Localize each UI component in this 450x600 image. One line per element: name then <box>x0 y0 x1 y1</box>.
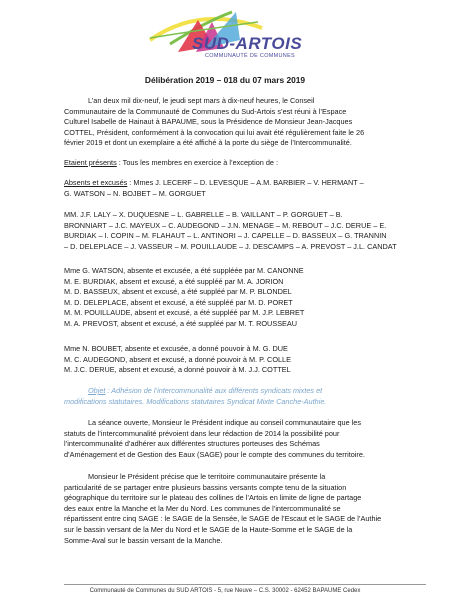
logo-subtitle: COMMUNAUTÉ DE COMMUNES <box>205 53 296 59</box>
absents-line: : Mmes J. LECERF – D. LEVESQUE – A.M. BARBIER – V. HERMANT – <box>127 178 364 187</box>
absents-line: G. WATSON – N. BOJBET – M. GORGUET <box>64 188 206 198</box>
presents-label: Etaient présents <box>64 158 117 167</box>
absents-paragraph <box>64 178 424 199</box>
precise-line: Monsieur le Président précise que le territoire communautaire présente la <box>88 472 326 481</box>
suppleant-line: Mme G. WATSON, absente et excusée, a été suppléée par M. CANONNE <box>64 266 304 275</box>
intro-line: L’an deux mil dix-neuf, le jeudi sept mars à dix-neuf heures, le Conseil <box>88 96 315 105</box>
pouvoirs-list <box>64 344 424 376</box>
objet-line: : Adhésion de l’intercommunalité aux différents syndicats mixtes et <box>105 386 323 395</box>
intro-line: COTTEL, Président, conformément à la convocation qui lui avait été régulièrement faite le 26 <box>64 127 365 137</box>
precise-line: des eaux entre la Manche et la Mer du Nord. Les communes de l’intercommunalité se <box>64 503 341 513</box>
members-list <box>64 210 424 252</box>
intro-line: Communautaire de la Communauté de Communes du Sud-Artois s’est réuni à l’Espace <box>64 106 347 116</box>
intro-line: février 2019 et dont un exemplaire a été affiché à la porte du siège de l’Intercommunalité. <box>64 138 352 148</box>
suppleant-line: M. E. BURDIAK, absent et excusé, a été suppléé par M. A. JORION <box>64 276 284 286</box>
logo-name: SUD-ARTOIS <box>192 34 303 53</box>
suppleant-line: M. A. PREVOST, absent et excusé, a été suppléé par M. T. ROUSSEAU <box>64 318 298 328</box>
objet-paragraph <box>64 386 424 407</box>
intro-line: Culturel Isabelle de Hainaut à BAPAUME, sous la Présidence de Monsieur Jean-Jacques <box>64 117 353 127</box>
pouvoir-line: Mme N. BOUBET, absente et excusée, a donné pouvoir à M. G. DUE <box>64 344 288 353</box>
members-line: – D. DELEPLACE – J. VASSEUR – M. POUILLAUDE – J. DESCAMPS – A. PREVOST – J.L. CANDAT <box>64 241 397 251</box>
members-line: MM. J.F. LALY – X. DUQUESNE – L. GABRELLE – B. VAILLANT – P. GORGUET – B. <box>64 210 343 219</box>
seance-line: l’intercommunalité d’adhérer aux différentes structures porteuses des Schémas <box>64 439 320 449</box>
intro-paragraph <box>64 96 424 149</box>
precise-line: sur le bassin versant de la Mer du Nord et le SAGE de la Haute-Somme et le SAGE de la <box>64 524 353 534</box>
suppleants-list <box>64 266 424 330</box>
members-line: BURDIAK – I. COPIN – M. FLAHAUT – L. ANTINORI – J. CAPELLE – D. BASSEUX – G. TRANNIN <box>64 231 387 241</box>
precise-line: Somme-Aval sur le bassin versant de la Manche. <box>64 535 223 545</box>
footer-divider <box>64 584 426 585</box>
precise-line: particularité de se partager entre plusieurs bassins versants compte tenu de la situation <box>64 482 347 492</box>
objet-label: Objet <box>88 386 106 395</box>
precise-paragraph <box>64 472 424 546</box>
seance-paragraph <box>64 418 424 460</box>
footer-address: Communauté de Communes du SUD ARTOIS - 5, rue Neuve – C.S. 30002 - 62452 BAPAUME Cedex <box>89 588 361 594</box>
presents-text: : Tous les membres en exercice à l’exception de : <box>116 158 279 167</box>
suppleant-line: M. M. POUILLAUDE, absent et excusé, a été suppléé par M. J.P. LEBRET <box>64 308 305 318</box>
precise-line: répartissent entre cinq SAGE : le SAGE de la Sensée, le SAGE de l’Escaut et le SAGE de l’Authie <box>64 514 382 524</box>
precise-line: géographique du territoire sur le plateau des collines de l’Artois en limite de ligne de partage <box>64 493 362 503</box>
suppleant-line: M. D. BASSEUX, absent et excusé, a été suppléé par M. P. BLONDEL <box>64 287 292 297</box>
pouvoir-line: M. C. AUDEGOND, absent et excusé, a donné pouvoir à M. P. COLLE <box>64 354 291 364</box>
objet-line: modifications statutaires. Modifications statutaires Syndicat Mixte Canche-Authie. <box>64 396 327 406</box>
pouvoir-line: M. J.C. DERUE, absent et excusé, a donné pouvoir à M. J.J. COTTEL <box>64 365 291 375</box>
seance-line: statuts de l’intercommunalité prévoient dans leur rédaction de 2014 la possibilité pour <box>64 428 340 438</box>
absents-label: Absents et excusés <box>64 178 128 187</box>
seance-line: La séance ouverte, Monsieur le Président indique au conseil communautaire que les <box>88 418 361 427</box>
members-line: BRONNIART – J.C. MAYEUX – C. AUDEGOND – J.N. MENAGE – M. REBOUT – J.C. DERUE – E. <box>64 220 387 230</box>
seance-line: d’Aménagement et de Gestion des Eaux (SAGE) pour le compte des communes du territoire. <box>64 449 365 459</box>
presents-line <box>64 158 424 169</box>
document-title: Délibération 2019 – 018 du 07 mars 2019 <box>144 75 306 85</box>
suppleant-line: M. D. DELEPLACE, absent et excusé, a été suppléé par M. D. PORET <box>64 297 293 307</box>
